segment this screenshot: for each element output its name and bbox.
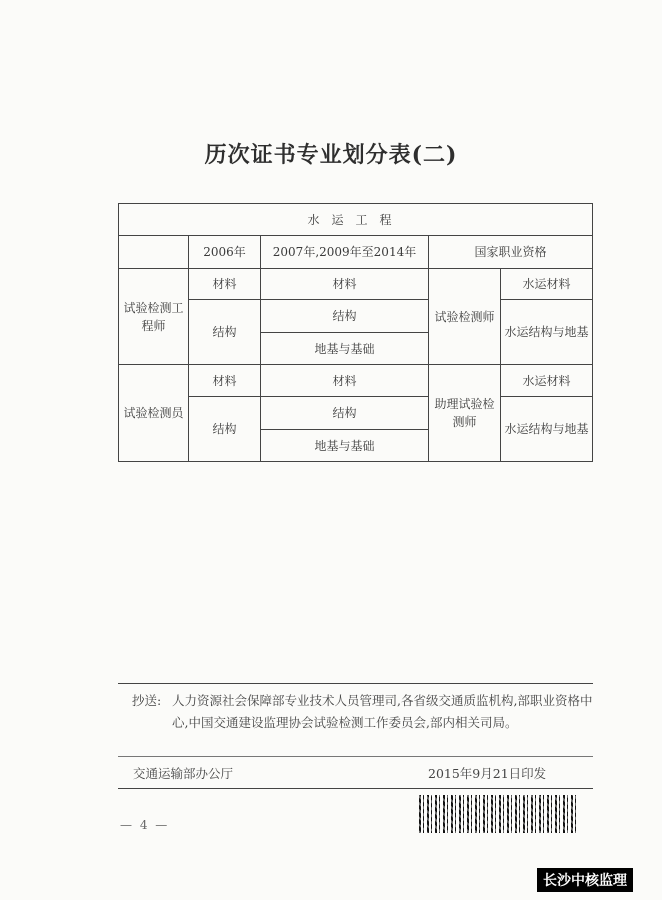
cell-2007: 地基与基础 [261, 430, 429, 462]
cell-2007: 结构 [261, 397, 429, 430]
specialty-table [118, 203, 593, 462]
barcode-texture [419, 795, 577, 833]
column-header-2006: 2006年 [189, 236, 261, 269]
print-date: 2015年9月21日印发 [428, 766, 547, 781]
footer-rule [118, 788, 593, 789]
qualification-name: 试验检测师 [429, 269, 501, 365]
column-header-2007-2014: 2007年,2009年至2014年 [261, 236, 429, 269]
cell-2007: 材料 [261, 269, 429, 300]
qualification-item: 水运材料 [501, 269, 593, 300]
cell-2006: 材料 [189, 365, 261, 397]
section-header: 水运工程 [119, 204, 593, 236]
issuer: 交通运输部办公厅 [133, 766, 234, 781]
page-number: — 4 — [120, 818, 170, 832]
column-header-national-qualification: 国家职业资格 [429, 236, 593, 269]
qualification-item: 水运结构与地基 [501, 300, 593, 365]
qualification-item: 水运材料 [501, 365, 593, 397]
cc-top-rule [118, 683, 593, 684]
cell-2007: 地基与基础 [261, 333, 429, 365]
group-name: 试验检测员 [119, 365, 189, 462]
document-title: 历次证书专业划分表(二) [204, 142, 458, 168]
cc-bottom-rule [118, 756, 593, 757]
watermark: 长沙中核监理 [537, 868, 633, 892]
empty-header-cell [119, 236, 189, 269]
cell-2007: 材料 [261, 365, 429, 397]
group-name: 试验检测工程师 [119, 269, 189, 365]
cell-2007: 结构 [261, 300, 429, 333]
cell-2006: 结构 [189, 397, 261, 462]
cell-2006: 结构 [189, 300, 261, 365]
cc-recipients: 人力资源社会保障部专业技术人员管理司,各省级交通质监机构,部职业资格中心,中国交通建设监理协会试验检测工作委员会,部内相关司局。 [172, 693, 593, 730]
qualification-name: 助理试验检测师 [429, 365, 501, 462]
cell-2006: 材料 [189, 269, 261, 300]
cc-label: 抄送: [132, 693, 162, 708]
qualification-item: 水运结构与地基 [501, 397, 593, 462]
